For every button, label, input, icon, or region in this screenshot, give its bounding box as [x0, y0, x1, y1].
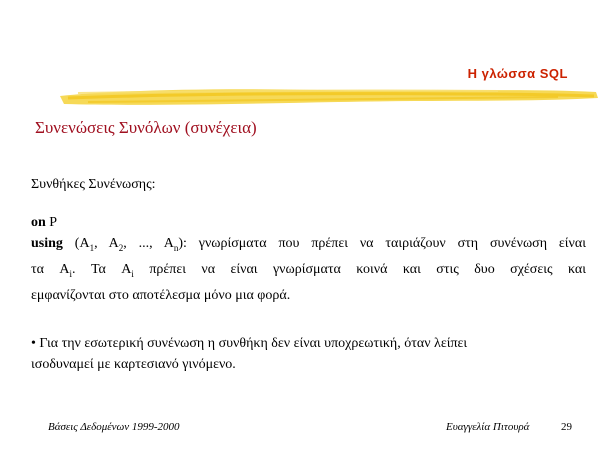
bullet-line-1: • Για την εσωτερική συνένωση η συνθήκη δεν είναι υποχρεωτική, όταν λείπει: [31, 336, 468, 351]
footer-course: Βάσεις Δεδομένων 1999-2000: [48, 421, 180, 433]
section-title: Συνενώσεις Συνόλων (συνέχεια): [35, 118, 257, 137]
page-number: 29: [561, 421, 572, 433]
using-line-3: εμφανίζονται στο αποτέλεσμα μόνο μια φορά.: [31, 287, 291, 303]
highlight-brush-stroke: [58, 84, 600, 110]
using-line-2: τα $A_i$. Τα $A_i$ πρέπει να είναι γνωρίσματα κοινά και στις δυο σχέσεις και: [31, 261, 586, 279]
footer-author: Ευαγγελία Πιτουρά: [446, 421, 530, 433]
using-line-1: using ($A_1$, $A_2$, ..., $A_n$): γνωρίσματα που πρέπει να ταιριάζουν στη συνένωση είναι: [31, 236, 586, 253]
on-line: [31, 212, 586, 233]
using-keyword: using: [31, 236, 63, 251]
on-arg: P: [45, 215, 58, 230]
slide-header-title: Η γλώσσα SQL: [467, 66, 568, 81]
on-keyword: on: [31, 215, 46, 230]
bullet-line-2: ισοδυναμεί με καρτεσιανό γινόμενο.: [31, 357, 236, 372]
conditions-heading: Συνθήκες Συνένωσης:: [31, 177, 156, 192]
join-conditions-body: [31, 212, 586, 306]
bullet-note: [31, 333, 586, 375]
